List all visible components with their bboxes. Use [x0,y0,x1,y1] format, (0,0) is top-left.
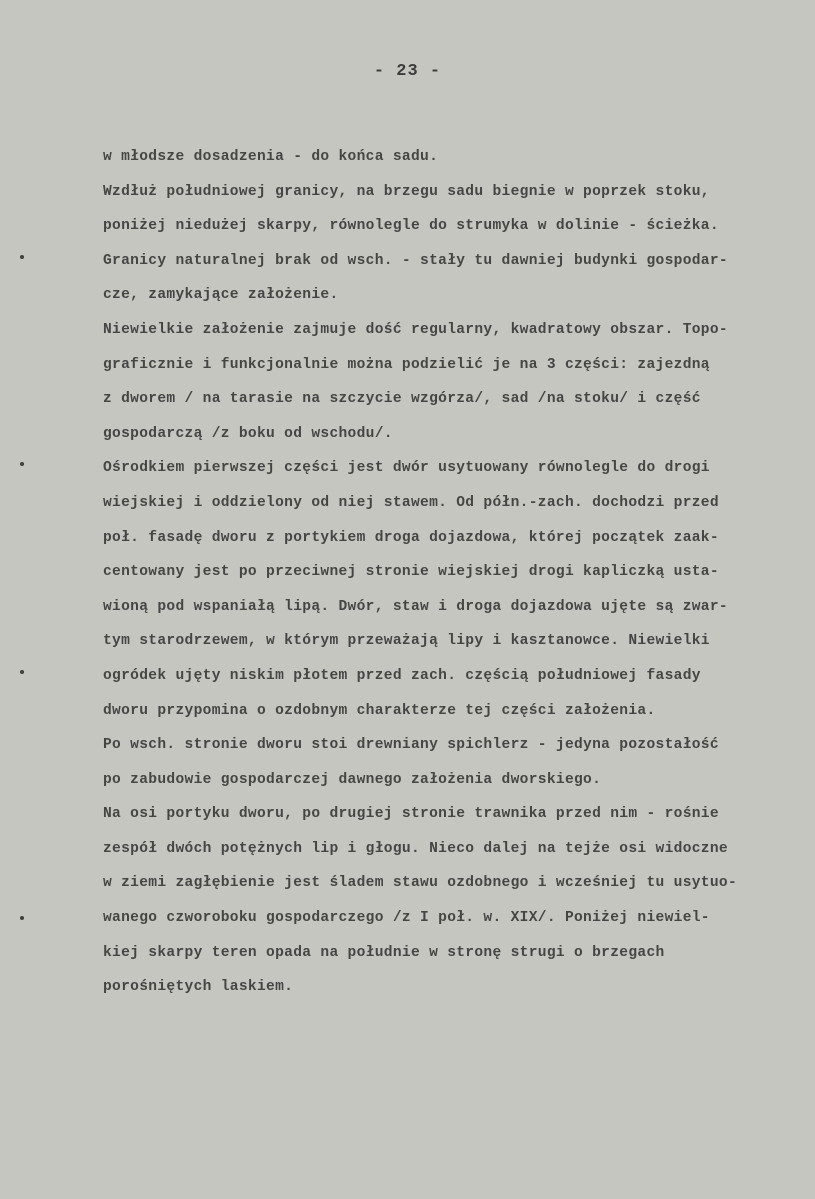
text-line: ogródek ujęty niskim płotem przed zach. częścią południowej fasady [103,667,701,684]
text-line: wanego czworoboku gospodarczego /z I poł. w. XIX/. Poniżej niewiel- [103,910,710,927]
text-line: dworu przypomina o ozdobnym charakterze tej części założenia. [103,702,656,719]
text-line: Na osi portyku dworu, po drugiej stronie trawnika przed nim - rośnie [103,806,719,823]
body-text [103,140,815,1005]
text-line: Granicy naturalnej brak od wsch. - stały tu dawniej budynki gospodar- [103,252,728,269]
margin-dot [20,670,24,674]
text-line: poniżej niedużej skarpy, równolegle do strumyka w dolinie - ścieżka. [103,218,719,235]
text-line: gospodarczą /z boku od wschodu/. [103,425,393,442]
text-line: cze, zamykające założenie. [103,287,339,304]
text-line: Niewielkie założenie zajmuje dość regularny, kwadratowy obszar. Topo- [103,321,728,338]
page-number: - 23 - [373,62,442,81]
text-line: wioną pod wspaniałą lipą. Dwór, staw i droga dojazdowa ujęte są zwar- [103,598,728,615]
text-line: po zabudowie gospodarczej dawnego założenia dworskiego. [103,771,602,788]
margin-dot [20,462,24,466]
text-line: tym starodrzewem, w którym przeważają lipy i kasztanowce. Niewielki [103,633,710,650]
text-line: w młodsze dosadzenia - do końca sadu. [103,149,439,165]
text-line: Wzdłuż południowej granicy, na brzegu sadu biegnie w poprzek stoku, [103,183,710,200]
text-line: Ośrodkiem pierwszej części jest dwór usytuowany równolegle do drogi [103,460,710,477]
text-line: wiejskiej i oddzielony od niej stawem. Od półn.-zach. dochodzi przed [103,494,719,511]
margin-dot [20,916,24,920]
text-line: w ziemi zagłębienie jest śladem stawu ozdobnego i wcześniej tu usytuo- [103,875,738,892]
text-line: centowany jest po przeciwnej stronie wiejskiej drogi kapliczką usta- [103,564,719,581]
text-line: kiej skarpy teren opada na południe w stronę strugi o brzegach [103,944,665,961]
text-line: z dworem / na tarasie na szczycie wzgórza/, sad /na stoku/ i część [103,391,701,408]
margin-dot [20,255,24,259]
text-line: zespół dwóch potężnych lip i głogu. Nieco dalej na tejże osi widoczne [103,840,728,857]
text-line: poł. fasadę dworu z portykiem droga dojazdowa, której początek zaak- [103,529,719,546]
text-line: graficznie i funkcjonalnie można podzielić je na 3 części: zajezdną [103,356,710,373]
text-line: Po wsch. stronie dworu stoi drewniany spichlerz - jedyna pozostałość [103,737,719,754]
text-line: porośniętych laskiem. [103,979,294,996]
